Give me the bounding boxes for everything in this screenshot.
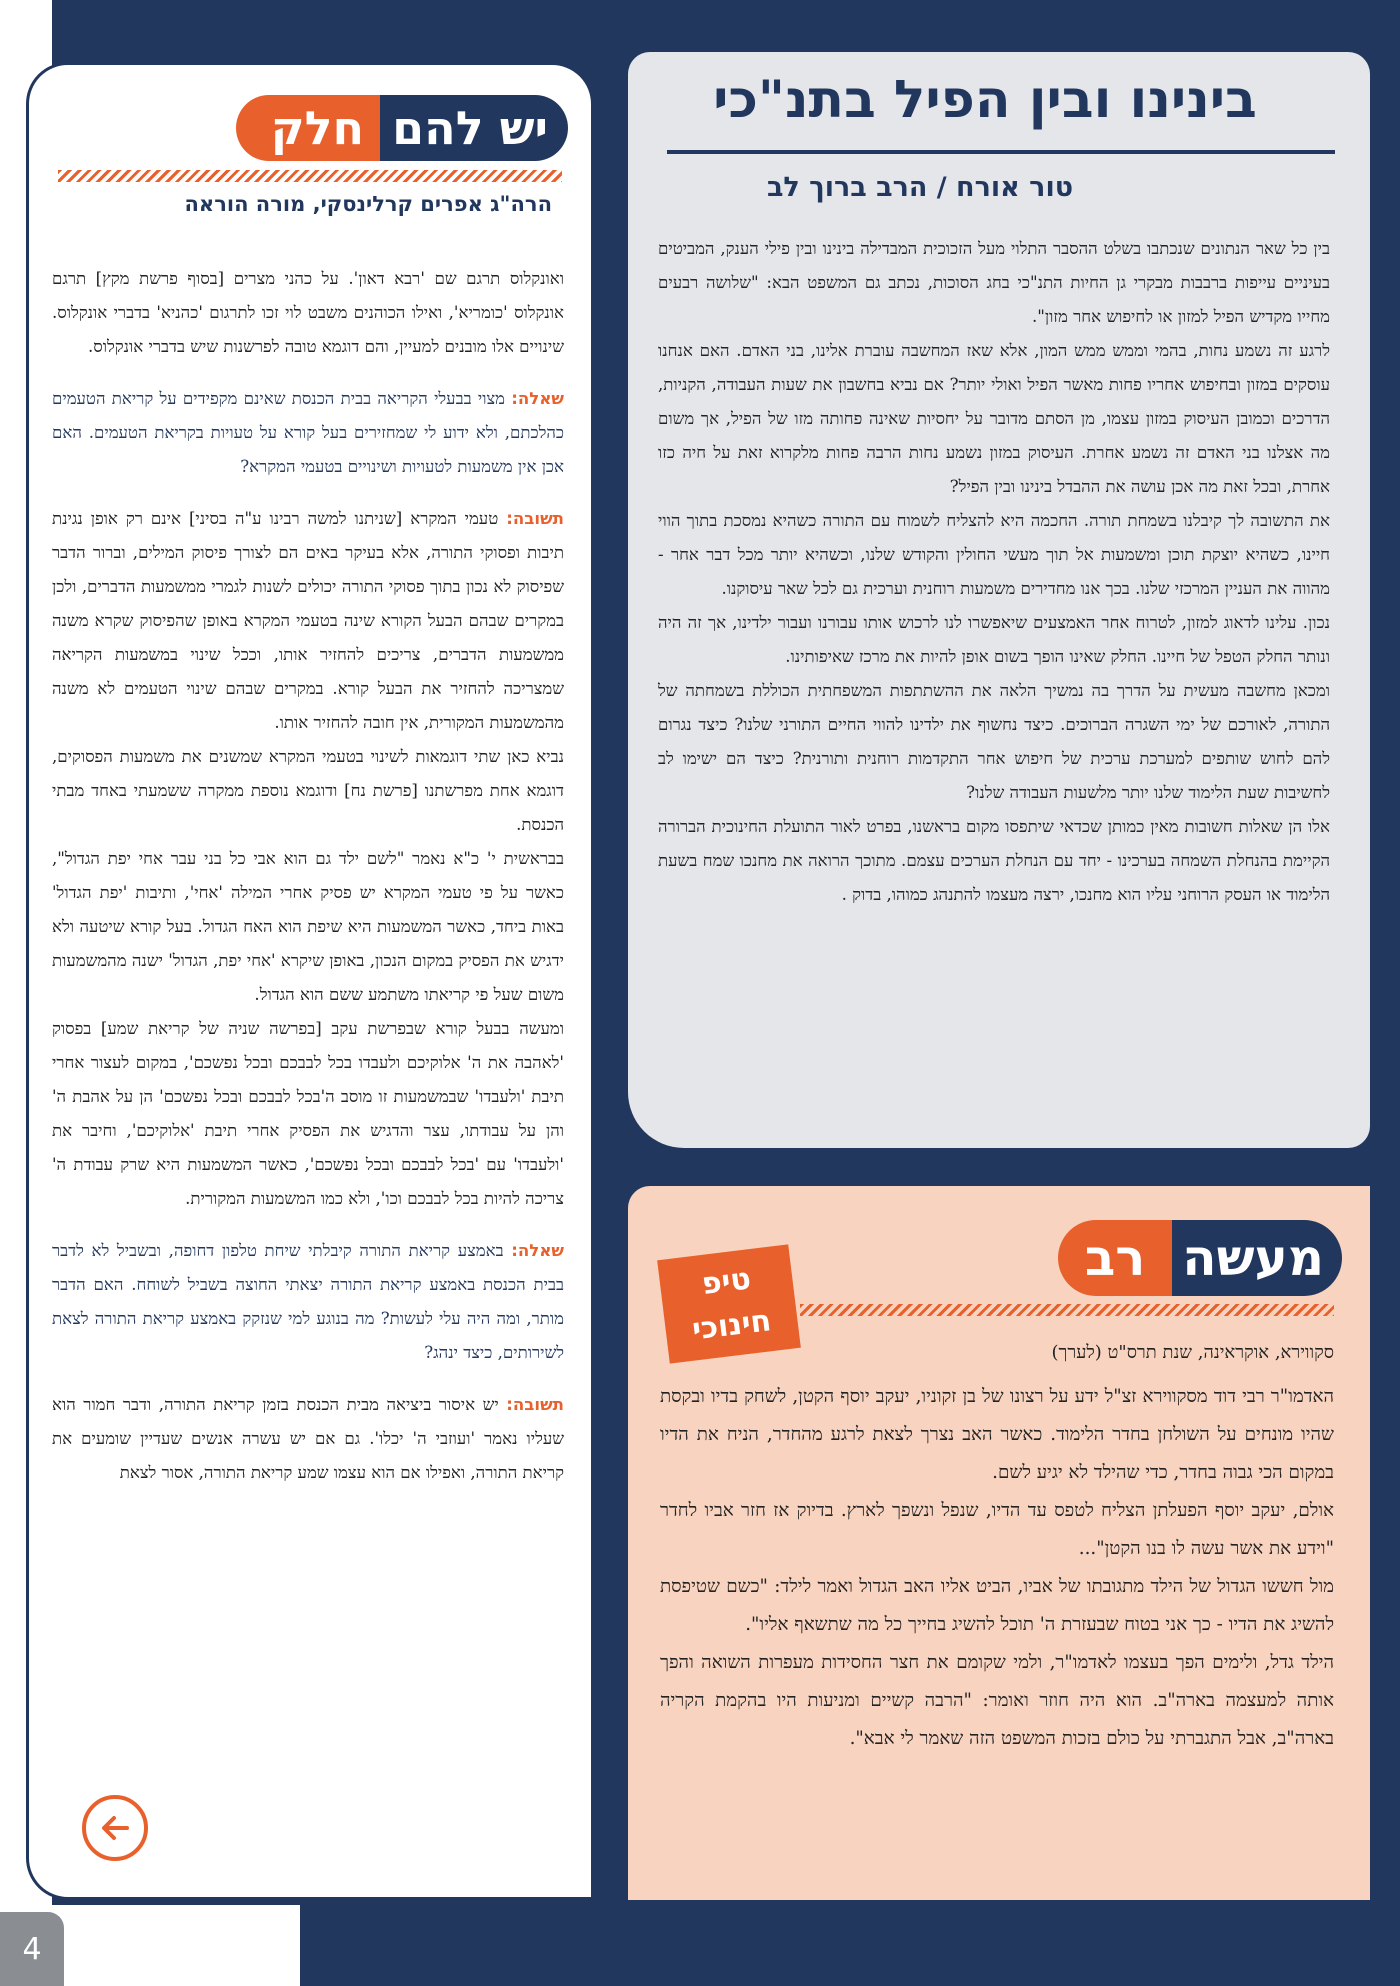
educational-tip-badge: טיפ חינוכי: [657, 1244, 801, 1363]
left-arrow-icon[interactable]: [82, 1795, 148, 1861]
answer-label: תשובה:: [506, 509, 564, 528]
left-author: הרה"ג אפרים קרלינסקי, מורה הוראה: [184, 192, 552, 216]
guest-column-byline: טור אורח / הרב ברוך לב: [766, 172, 1074, 203]
question-label: שאלה:: [511, 389, 564, 408]
answer-1: תשובה: טעמי המקרא [שניתנו למשה רבינו ע"ה בסיני] אינם רק אופן נגינת תיבות ופסוקי התורה, אלא בעיקר באים הם לצורך פיסוק המילים, וברור הדבר שפיסוק לא נכון בתוך פסוקי התורה יכולים לשנות לגמרי ממשמעות הדברים, ולכן במקרים שבהם הבעל הקורא שינה בטעמי המקרא באופן שהפיסוק שקרא משנה ממשמעות הדברים, צריכים להחזיר אותו, וככל שינוי במשמעות הקריאה שמצריכה להחזיר את הבעל קורא. במקרים שבהם שינוי הטעמים לא משנה מהמשמעות המקורית, אין חובה להחזיר אותו.: [52, 509, 564, 732]
left-intro: ואונקלוס תרגם שם 'רבא דאון'. על כהני מצרים [בסוף פרשת מקץ] תרגם אונקלוס 'כומריא', ואילו הכוהנים משבט לוי זכו לתרגום 'כהניא' בדברי אונקלוס. שינויים אלו מובנים למעיין, והם דוגמא טובה לפרשנות שיש בדברי אונקלוס.: [52, 269, 564, 356]
story-title-part1: מעשה: [1172, 1220, 1342, 1296]
answer-2: תשובה: יש איסור ביציאה מבית הכנסת בזמן קריאת התורה, ודבר חמור הוא שעליו נאמר 'ועוזבי ה' יכלו'. גם אם יש עשרה אנשים שעדיין שומעים את קריאת התורה, ואפילו אם הוא עצמו שמע קריאת התורה, אסור לצאת: [52, 1395, 564, 1482]
guest-paragraph: לרגע זה נשמע נחות, בהמי וממש ממש המון, אלא שאז המחשבה עוברת אלינו, בני האדם. האם אנחנו עוסקים במזון ובחיפוש אחריו פחות מאשר הפיל ואולי יותר? אם נביא בחשבון את שעות העבודה, הקניות, הדרכים וכמובן העיסוק במזון עצמו, מן הסתם מדובר על יחסיות שאינה פחותה מזו של הפיל, אך משום מה אצלנו בני האדם זה נשמע אחרת. העיסוק במזון נשמע נחות הרבה פחות מלקרוא זאת על חיה כזו אחרת, ובכל זאת מה אכן עושה את ההבדל בינינו ובין הפיל?: [658, 341, 1330, 496]
story-paragraph: מול חששו הגדול של הילד מתגובתו של אביו, הביט אליו האב הגדול ואמר לילד: "כשם שטיפסת להשיג את הדיו - כך אני בטוח שבעזרת ה' תוכל להשיג בחייך כל מה שתשאף אליו".: [660, 1576, 1334, 1635]
guest-paragraph: ומכאן מחשבה מעשית על הדרך בה נמשיך הלאה את ההשתתפות המשפחתית הכוללת בשמחתה של התורה, לאורכם של ימי השגרה הברוכים. כיצד נחשוף את ילדינו להווי החיים התורני שלנו? כיצד נגרום להם לחוש שותפים למערכת ערכית של חיפוש אחר התקדמות רוחנית ותורנית? כיצד הם ישימו לב לחשיבות שעת הלימוד שלנו יותר מלשעות העבודה שלנו?: [658, 681, 1330, 802]
answer-label: תשובה:: [506, 1395, 564, 1414]
left-title-part1: יש להם: [380, 95, 568, 161]
story-title: [1058, 1220, 1342, 1296]
decorative-stripes: [58, 170, 562, 182]
story-paragraph: הילד גדל, ולימים הפך בעצמו לאדמו"ר, ולמי שקומם את חצר החסידות מעפרות השואה והפך אותה למעצמה בארה"ב. הוא היה חוזר ואומר: "הרבה קשיים ומניעות היו בהקמת הקריה בארה"ב, אבל התגברתי על כולם בזכות המשפט הזה שאמר לי אבא".: [660, 1652, 1334, 1749]
left-article-body: [52, 262, 564, 1490]
guest-paragraph: אלו הן שאלות חשובות מאין כמותן שכדאי שיתפסו מקום בראשנו, בפרט לאור התועלת החינוכית הברורה הקיימת בהנחלת השמחה בערכינו - יחד עם הנחלת הערכים עצמם. מתוכך הרואה את מחנכו שמח בשעת הלימוד או העסק הרוחני עליו הוא מחנכו, ירצה מעצמו להתנהג כמוהו, בדוק .: [658, 817, 1330, 904]
question-label: שאלה:: [511, 1241, 564, 1260]
question-1: שאלה: מצוי בבעלי הקריאה בבית הכנסת שאינם מקפידים על קריאת הטעמים כהלכתם, ולא ידוע לי שמחזירים בעל קורא על טעויות בקריאת הטעמים. האם אכן אין משמעות לטעויות ושינויים בטעמי המקרא?: [52, 389, 564, 476]
guest-column-title: בינינו ובין הפיל בתנ"כי: [713, 70, 1257, 130]
answer-1-paragraph-4: ומעשה בבעל קורא שבפרשת עקב [בפרשה שניה של קריאת שמע] בפסוק 'לאהבה את ה' אלוקיכם ולעבדו בכל לבבכם ובכל נפשכם', במקום לעצור אחרי תיבת 'ולעבדו' שבמשמעות זו מוסב ה'בכל לבבכם ובכל נפשכם' הן על אהבת ה' והן על עבודתו, עצר והדגיש את הפסיק אחרי תיבת 'אלוקיכם', וחיבר את 'ולעבדו' עם 'בכל לבבכם ובכל נפשכם', כאשר המשמעות היא שרק עבודת ה' צריכה להיות בכל לבבכם וכו', ולא כמו המשמעות המקורית.: [52, 1019, 564, 1208]
guest-paragraph: נכון. עלינו לדאוג למזון, לטרוח אחר האמצעים שיאפשרו לנו לרכוש אותו עבורנו ועבור ילדינו, אך זה היה ונותר החלק הטפל של חיינו. החלק שאינו הופך בשום אופן להיות את מרכז שאיפותינו.: [658, 613, 1330, 666]
left-title-part2: חלק: [236, 95, 380, 161]
guest-paragraph: את התשובה לך קיבלנו בשמחת תורה. החכמה היא להצליח לשמוח עם התורה כשהיא נמסכת בתוך הווי חיינו, כשהיא יוצקת תוכן ומשמעות אל תוך מעשי החולין והקודש שלנו, וכשהיא יותר מכל דבר אחר - מהווה את העניין המרכזי שלנו. בכך אנו מחדירים משמעות רוחנית וערכית גם לכל שאר עיסוקנו.: [658, 511, 1330, 598]
answer-1-paragraph-3: בבראשית י' כ"א נאמר "לשם ילד גם הוא אבי כל בני עבר אחי יפת הגדול", כאשר על פי טעמי המקרא יש פסיק אחרי המילה 'אחי', ותיבות 'יפת הגדול' באות ביחד, כאשר המשמעות היא שיפת הוא האח הגדול. בעל קורא שיטעה ולא ידגיש את הפסיק במקום הנכון, באופן שיקרא 'אחי יפת, הגדול' ישנה מהמשמעות משום שעל פי קריאתו משתמע ששם הוא הגדול.: [52, 849, 564, 1004]
story-paragraph: אולם, יעקב יוסף הפעלתן הצליח לטפס עד הדיו, שנפל ונשפך לארץ. בדיוק אז חזר אביו לחדר "וידע את אשר עשה לו בנו הקטן"...: [660, 1500, 1334, 1559]
question-2: שאלה: באמצע קריאת התורה קיבלתי שיחת טלפון דחופה, ובשביל לא לדבר בבית הכנסת באמצע קריאת התורה יצאתי החוצה בשביל לשוחח. האם הדבר מותר, ומה היה עלי לעשות? מה בנוגע למי שנזקק באמצע קריאת התורה לצאת לשירותים, כיצד ינהג?: [52, 1241, 564, 1362]
arrow-glyph: [97, 1810, 133, 1846]
story-body: [660, 1378, 1334, 1758]
page-number: 4: [0, 1912, 64, 1986]
story-location: סקווירא, אוקראינה, שנת תרס"ט (לערך): [1051, 1342, 1334, 1363]
left-title: [236, 95, 568, 161]
title-underline: [667, 150, 1335, 154]
guest-column-body: [658, 232, 1330, 912]
guest-paragraph: בין כל שאר הנתונים שנכתבו בשלט ההסבר התלוי מעל הזכוכית המבדילה בינינו ובין פילי הענק, המביטים בעיניים עייפות ברבבות מבקרי גן החיות התנ"כי בחג הסוכות, נכתב גם המשפט הבא: "שלושה רבעים מחייו מקדיש הפיל למזון או לחיפוש אחר מזון".: [658, 239, 1330, 326]
answer-1-paragraph-2: נביא כאן שתי דוגמאות לשינוי בטעמי המקרא שמשנים את משמעות הפסוקים, דוגמא אחת מפרשתנו [פרשת נח] ודוגמא נוספת ממקרה ששמעתי באחד מבתי הכנסת.: [52, 747, 564, 834]
story-paragraph: האדמו"ר רבי דוד מסקווירא זצ"ל ידע על רצונו של בן זקוניו, יעקב יוסף הקטן, לשחק בדיו ובקסת שהיו מונחים על השולחן בחדר הלימוד. כאשר האב נצרך לצאת לרגע מהחדר, הניח את הדיו במקום הכי גבוה בחדר, כדי שהילד לא יגיע לשם.: [660, 1386, 1334, 1483]
decorative-stripes: [800, 1304, 1334, 1316]
story-title-part2: רב: [1058, 1220, 1172, 1296]
